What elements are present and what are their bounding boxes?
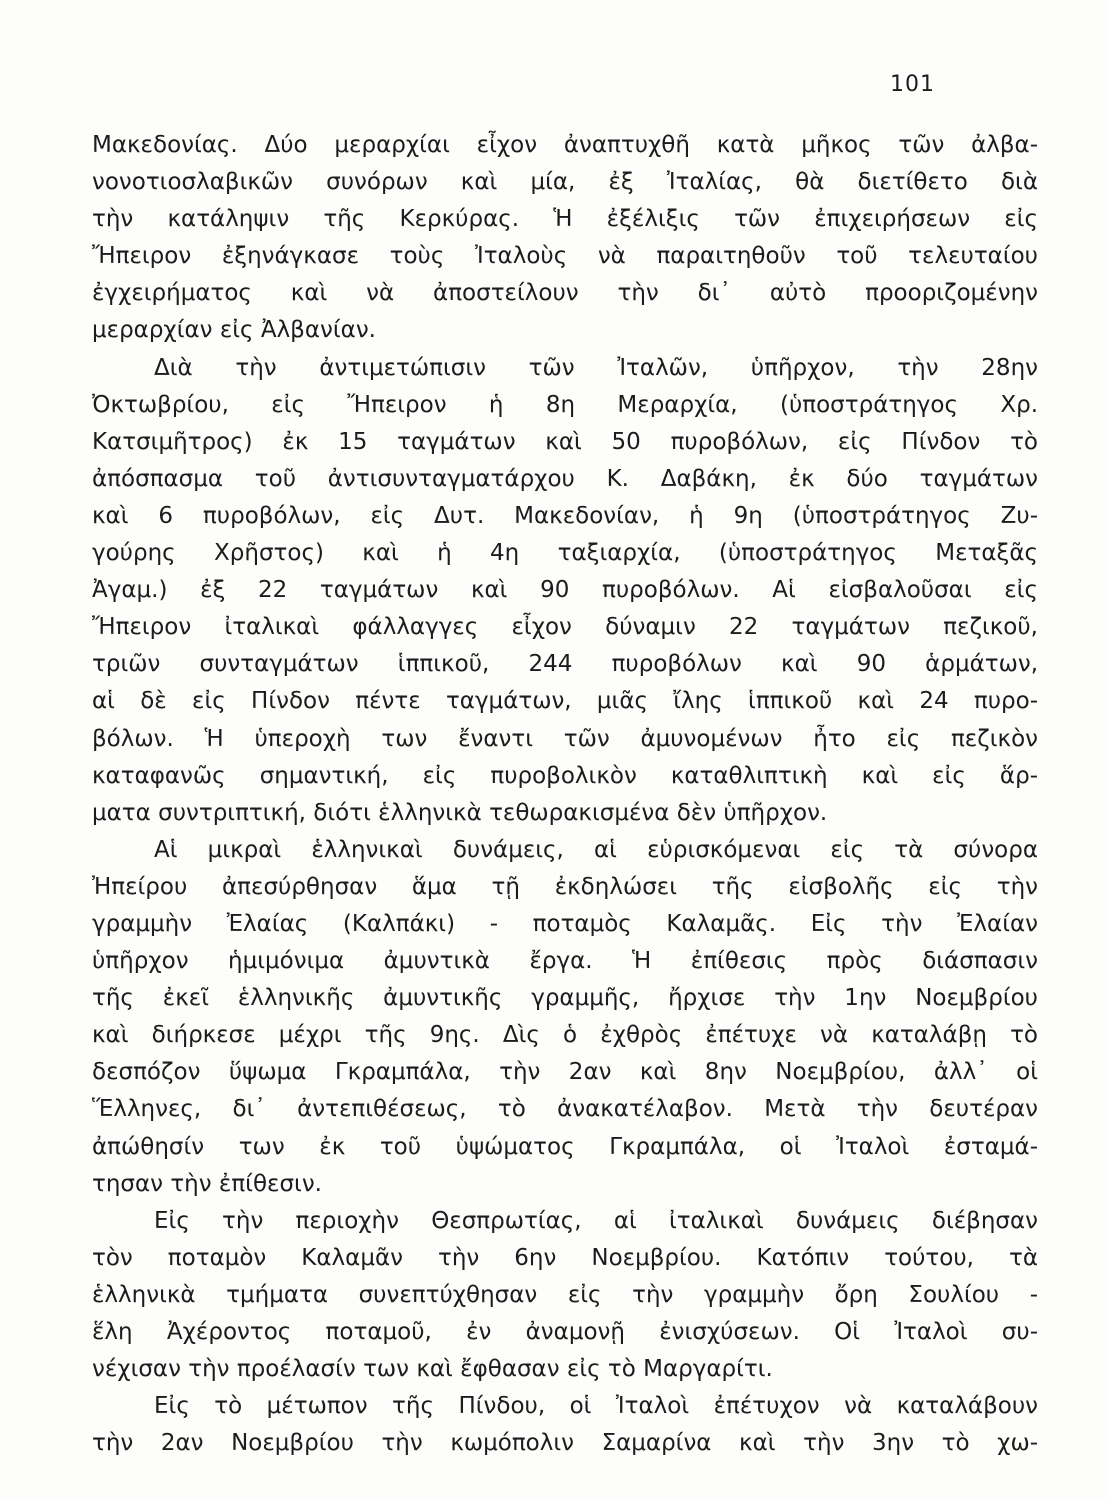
text-line: αἱ δὲ εἰς Πίνδον πέντε ταγμάτων, μιᾶς ἴλης ἱππικοῦ καὶ 24 πυρο-	[92, 688, 1038, 715]
text-line: τὴν κατάληψιν τῆς Κερκύρας. Ἡ ἐξέλιξις τῶν ἐπιχειρήσεων εἰς	[92, 206, 1038, 233]
text-line: τησαν τὴν ἐπίθεσιν.	[92, 1170, 322, 1197]
text-line: Αἱ μικραὶ ἑλληνικαὶ δυνάμεις, αἱ εὑρισκόμεναι εἰς τὰ σύνορα	[154, 836, 1038, 863]
text-line: Κατσιμῆτρος) ἐκ 15 ταγμάτων καὶ 50 πυροβόλων, εἰς Πίνδον τὸ	[92, 428, 1038, 455]
text-line: ματα συντριπτική, διότι ἑλληνικὰ τεθωρακισμένα δὲν ὑπῆρχον.	[92, 799, 828, 826]
text-line: Εἰς τὸ μέτωπον τῆς Πίνδου, οἱ Ἰταλοὶ ἐπέτυχον νὰ καταλάβουν	[154, 1393, 1038, 1420]
text-line: Ἤπειρον ἐξηνάγκασε τοὺς Ἰταλοὺς νὰ παραιτηθοῦν τοῦ τελευταίου	[92, 243, 1038, 270]
text-line: Ἕλληνες, δι᾽ ἀντεπιθέσεως, τὸ ἀνακατέλαβον. Μετὰ τὴν δευτέραν	[92, 1096, 1038, 1123]
text-line: γραμμὴν Ἐλαίας (Καλπάκι) - ποταμὸς Καλαμᾶς. Εἰς τὴν Ἐλαίαν	[92, 910, 1038, 937]
text-line: ἑλληνικὰ τμήματα συνεπτύχθησαν εἰς τὴν γραμμὴν ὄρη Σουλίου -	[92, 1281, 1038, 1308]
text-line: Ἀγαμ.) ἐξ 22 ταγμάτων καὶ 90 πυροβόλων. Αἱ εἰσβαλοῦσαι εἰς	[92, 577, 1038, 604]
text-line: τὴν 2αν Νοεμβρίου τὴν κωμόπολιν Σαμαρίνα καὶ τὴν 3ην τὸ χω-	[92, 1430, 1038, 1457]
text-line: καταφανῶς σημαντική, εἰς πυροβολικὸν καταθλιπτικὴ καὶ εἰς ἅρ-	[92, 762, 1038, 789]
text-line: Διὰ τὴν ἀντιμετώπισιν τῶν Ἰταλῶν, ὑπῆρχον, τὴν 28ην	[154, 354, 1038, 381]
text-line: ἕλη Ἀχέροντος ποταμοῦ, ἐν ἀναμονῇ ἐνισχύσεων. Οἱ Ἰταλοὶ συ-	[92, 1319, 1038, 1345]
text-line: νέχισαν τὴν προέλασίν των καὶ ἔφθασαν εἰς τὸ Μαργαρίτι.	[92, 1356, 773, 1383]
text-line: ἀπώθησίν των ἐκ τοῦ ὑψώματος Γκραμπάλα, οἱ Ἰταλοὶ ἐσταμά-	[92, 1133, 1038, 1160]
text-line: γούρης Χρῆστος) καὶ ἡ 4η ταξιαρχία, (ὑποστράτηγος Μεταξᾶς	[92, 540, 1038, 567]
page-number: 101	[890, 72, 935, 97]
text-line: τῆς ἐκεῖ ἑλληνικῆς ἀμυντικῆς γραμμῆς, ἤρχισε τὴν 1ην Νοεμβρίου	[92, 985, 1038, 1012]
body-text	[92, 127, 1038, 1462]
text-line: ἐγχειρήματος καὶ νὰ ἀποστείλουν τὴν δι᾽ αὐτὸ προοριζομένην	[92, 280, 1038, 307]
text-line: καὶ διήρκεσε μέχρι τῆς 9ης. Δὶς ὁ ἐχθρὸς ἐπέτυχε νὰ καταλάβῃ τὸ	[92, 1022, 1038, 1049]
text-line: τὸν ποταμὸν Καλαμᾶν τὴν 6ην Νοεμβρίου. Κατόπιν τούτου, τὰ	[92, 1244, 1038, 1271]
text-line: μεραρχίαν εἰς Ἀλβανίαν.	[92, 317, 376, 344]
text-line: Εἰς τὴν περιοχὴν Θεσπρωτίας, αἱ ἰταλικαὶ δυνάμεις διέβησαν	[154, 1207, 1038, 1234]
text-line: βόλων. Ἡ ὑπεροχὴ των ἔναντι τῶν ἀμυνομένων ἦτο εἰς πεζικὸν	[92, 725, 1038, 752]
text-line: καὶ 6 πυροβόλων, εἰς Δυτ. Μακεδονίαν, ἡ 9η (ὑποστράτηγος Ζυ-	[92, 502, 1038, 529]
text-line: τριῶν συνταγμάτων ἱππικοῦ, 244 πυροβόλων καὶ 90 ἁρμάτων,	[92, 651, 1038, 678]
text-line: Μακεδονίας. Δύο μεραρχίαι εἶχον ἀναπτυχθῆ κατὰ μῆκος τῶν ἀλβα-	[92, 132, 1038, 158]
text-line: ὑπῆρχον ἡμιμόνιμα ἀμυντικὰ ἔργα. Ἡ ἐπίθεσις πρὸς διάσπασιν	[92, 948, 1038, 975]
text-line: ἀπόσπασμα τοῦ ἀντισυνταγματάρχου Κ. Δαβάκη, ἐκ δύο ταγμάτων	[92, 465, 1038, 492]
text-line: Ὀκτωβρίου, εἰς Ἤπειρον ἡ 8η Μεραρχία, (ὑποστράτηγος Χρ.	[92, 391, 1038, 418]
text-line: Ἤπειρον ἰταλικαὶ φάλλαγγες εἶχον δύναμιν 22 ταγμάτων πεζικοῦ,	[92, 614, 1038, 641]
text-line: δεσπόζον ὕψωμα Γκραμπάλα, τὴν 2αν καὶ 8ην Νοεμβρίου, ἀλλ᾽ οἱ	[92, 1059, 1038, 1086]
text-line: νονοτιοσλαβικῶν συνόρων καὶ μία, ἐξ Ἰταλίας, θὰ διετίθετο διὰ	[92, 169, 1038, 196]
text-line: Ἠπείρου ἀπεσύρθησαν ἅμα τῇ ἐκδηλώσει τῆς εἰσβολῆς εἰς τὴν	[92, 873, 1038, 900]
